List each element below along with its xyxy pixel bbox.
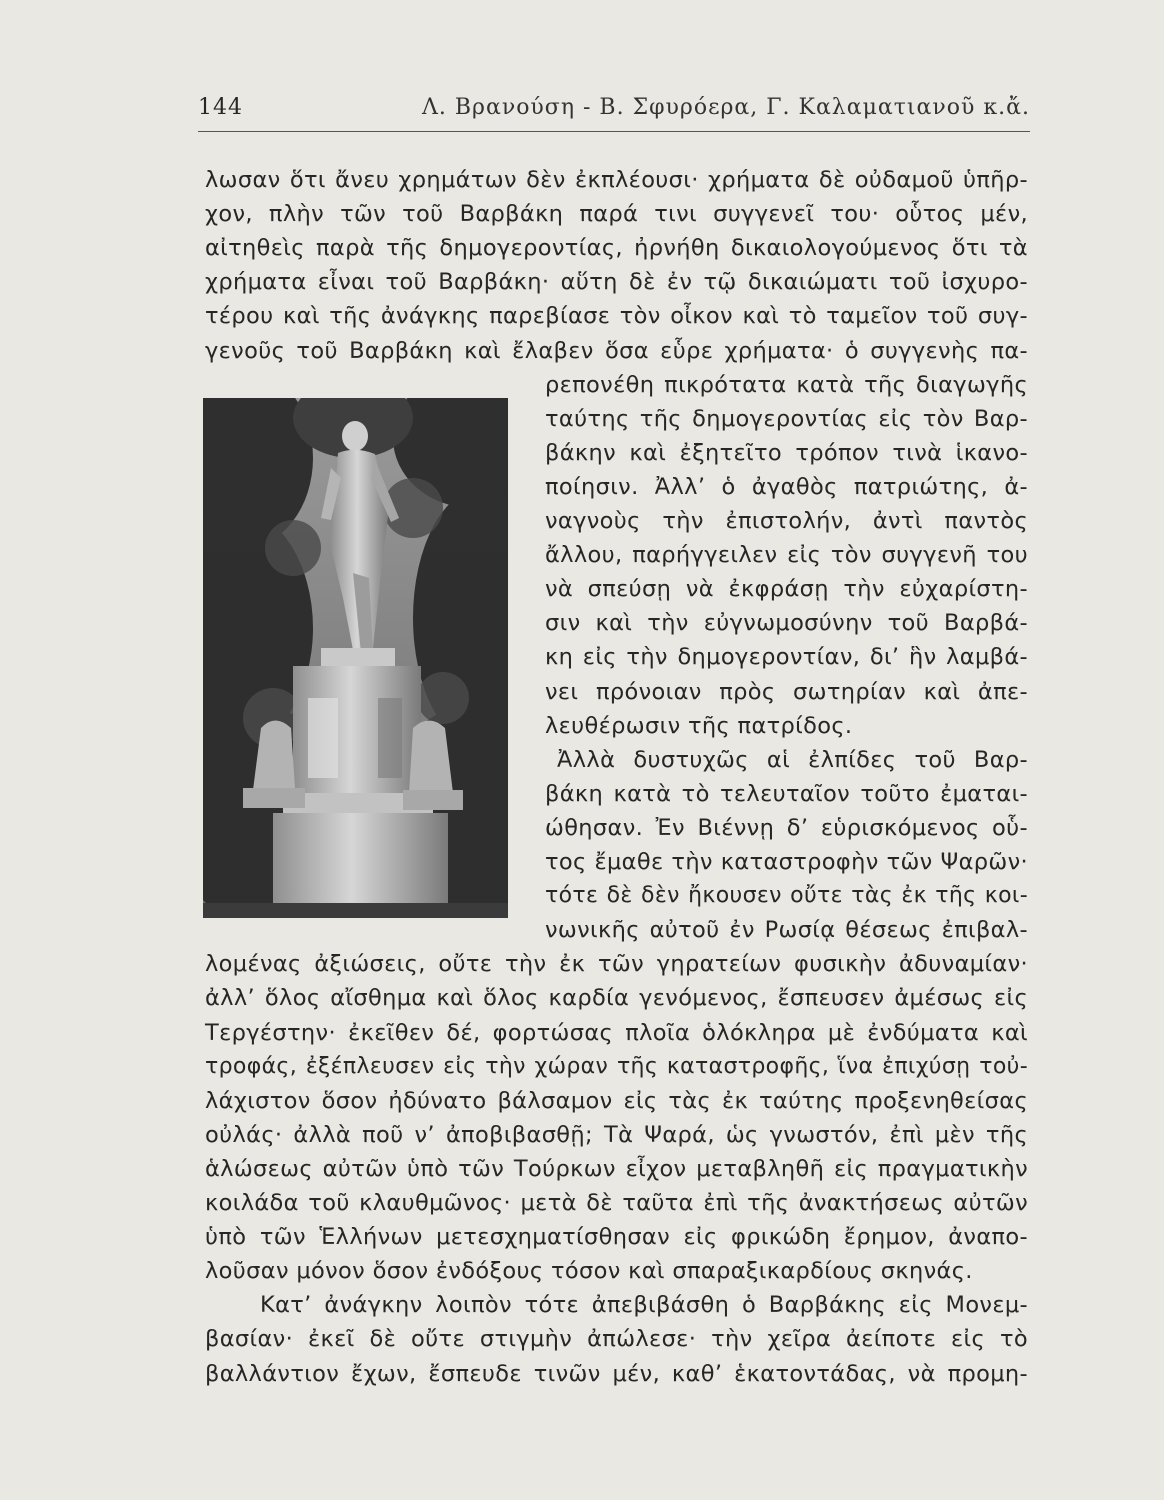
- running-head: Λ. Βρανούση - Β. Σφυρόερα, Γ. Καλαματιανοῦ κ.ἄ.: [421, 95, 1030, 120]
- text-line: ἀλλ’ ὅλος αἴσθημα καὶ ὅλος καρδία γενόμενος, ἔσπευσεν ἀμέσως εἰς: [205, 985, 1028, 1011]
- text-line: Κατ’ ἀνάγκην λοιπὸν τότε ἀπεβιβάσθη ὁ Βαρβάκης εἰς Μονεμ-: [260, 1292, 1028, 1318]
- statue-illustration: [203, 398, 508, 918]
- text-line: λοῦσαν μόνον ὅσον ἐνδόξους τόσον καὶ σπαραξικαρδίους σκηνάς.: [205, 1258, 973, 1284]
- text-line: λωσαν ὅτι ἄνευ χρημάτων δὲν ἐκπλέουσι· χρήματα δὲ οὐδαμοῦ ὑπῆρ-: [205, 167, 1028, 193]
- text-line: ἁλώσεως αὐτῶν ὑπὸ τῶν Τούρκων εἶχον μεταβληθῆ εἰς πραγματικὴν: [205, 1156, 1028, 1182]
- text-line: ὑπὸ τῶν Ἑλλήνων μετεσχηματίσθησαν εἰς φρικώδη ἔρημον, ἀναπο-: [205, 1224, 1028, 1250]
- text-line: τος ἔμαθε τὴν καταστροφὴν τῶν Ψαρῶν·: [545, 849, 1028, 875]
- text-line: οὐλάς· ἀλλὰ ποῦ ν’ ἀποβιβασθῇ; Τὰ Ψαρά, ὡς γνωστόν, ἐπὶ μὲν τῆς: [205, 1122, 1028, 1148]
- text-line: ώθησαν. Ἐν Βιέννῃ δ’ εὑρισκόμενος οὗ-: [545, 815, 1028, 841]
- text-line: Τεργέστην· ἐκεῖθεν δέ, φορτώσας πλοῖα ὁλόκληρα μὲ ἐνδύματα καὶ: [205, 1020, 1028, 1046]
- text-line: λάχιστον ὅσον ἠδύνατο βάλσαμον εἰς τὰς ἐκ ταύτης προξενηθείσας: [205, 1088, 1028, 1114]
- text-line: νει πρόνοιαν πρὸς σωτηρίαν καὶ ἀπε-: [545, 679, 1028, 705]
- text-line: κη εἰς τὴν δημογεροντίαν, δι’ ἣν λαμβά-: [545, 644, 1028, 670]
- text-line: χον, πλὴν τῶν τοῦ Βαρβάκη παρά τινι συγγενεῖ του· οὗτος μέν,: [205, 201, 1028, 227]
- text-line: ναγνοὺς τὴν ἐπιστολήν, ἀντὶ παντὸς: [545, 508, 1028, 534]
- text-line: βάκη κατὰ τὸ τελευταῖον τοῦτο ἐμαται-: [545, 781, 1028, 807]
- text-line: αἰτηθεὶς παρὰ τῆς δημογεροντίας, ἠρνήθη δικαιολογούμενος ὅτι τὰ: [205, 235, 1028, 261]
- text-line: χρήματα εἶναι τοῦ Βαρβάκη· αὕτη δὲ ἐν τῷ δικαιώματι τοῦ ἰσχυρο-: [205, 269, 1028, 295]
- text-line: βαλλάντιον ἔχων, ἔσπευδε τινῶν μέν, καθ’ ἑκατοντάδας, νὰ προμη-: [205, 1361, 1028, 1387]
- text-line: λομένας ἀξιώσεις, οὔτε τὴν ἐκ τῶν γηρατείων φυσικὴν ἀδυναμίαν·: [205, 951, 1028, 977]
- page-header: [198, 95, 1030, 132]
- text-line: ποίησιν. Ἀλλ’ ὁ ἀγαθὸς πατριώτης, ἀ-: [545, 474, 1028, 500]
- text-line: γενοῦς τοῦ Βαρβάκη καὶ ἔλαβεν ὅσα εὗρε χρήματα· ὁ συγγενὴς πα-: [205, 338, 1028, 364]
- text-line: νωνικῆς αὐτοῦ ἐν Ρωσίᾳ θέσεως ἐπιβαλ-: [545, 917, 1028, 943]
- text-line: Ἀλλὰ δυστυχῶς αἱ ἐλπίδες τοῦ Βαρ-: [557, 747, 1028, 773]
- text-line: ἄλλου, παρήγγειλεν εἰς τὸν συγγενῆ του: [545, 542, 1028, 568]
- text-line: τροφάς, ἐξέπλευσεν εἰς τὴν χώραν τῆς καταστροφῆς, ἵνα ἐπιχύσῃ τοὐ-: [205, 1054, 1028, 1079]
- text-line: βασίαν· ἐκεῖ δὲ οὔτε στιγμὴν ἀπώλεσε· τὴν χεῖρα ἀείποτε εἰς τὸ: [205, 1326, 1028, 1352]
- text-line: κοιλάδα τοῦ κλαυθμῶνος· μετὰ δὲ ταῦτα ἐπὶ τῆς ἀνακτήσεως αὐτῶν: [205, 1190, 1028, 1216]
- text-line: τέρου καὶ τῆς ἀνάγκης παρεβίασε τὸν οἶκον καὶ τὸ ταμεῖον τοῦ συγ-: [205, 303, 1028, 329]
- statue-photograph: [203, 398, 508, 918]
- text-line: λευθέρωσιν τῆς πατρίδος.: [545, 713, 853, 739]
- text-line: νὰ σπεύσῃ νὰ ἐκφράσῃ τὴν εὐχαρίστη-: [545, 576, 1028, 602]
- page-number: 144: [198, 95, 243, 120]
- text-line: σιν καὶ τὴν εὐγνωμοσύνην τοῦ Βαρβά-: [545, 610, 1028, 636]
- text-line: ρεπονέθη πικρότατα κατὰ τῆς διαγωγῆς: [545, 372, 1028, 398]
- text-line: τότε δὲ δὲν ἤκουσεν οὔτε τὰς ἐκ τῆς κοι-: [545, 883, 1028, 908]
- text-line: βάκην καὶ ἐξητεῖτο τρόπον τινὰ ἱκανο-: [545, 440, 1028, 466]
- text-line: ταύτης τῆς δημογεροντίας εἰς τὸν Βαρ-: [545, 406, 1028, 432]
